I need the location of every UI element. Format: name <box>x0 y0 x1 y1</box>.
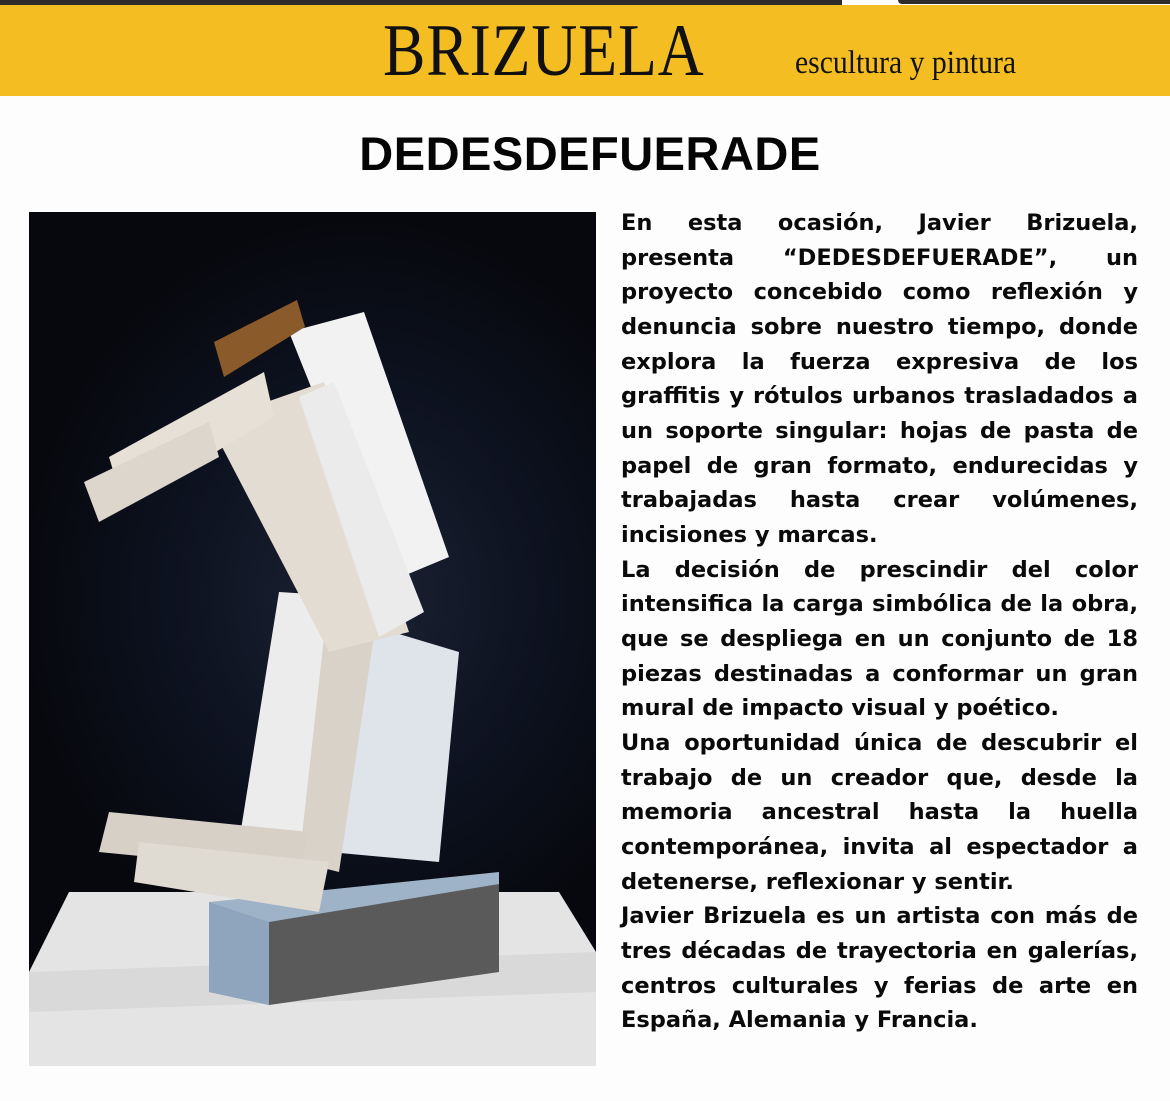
brand-logo-text: BRIZUELA <box>383 10 705 92</box>
sculpture-illustration <box>29 212 596 1066</box>
paragraph-intro: En esta ocasión, Javier Brizuela, presenta “DEDESDEFUERADE”, un proyecto concebido como reflexión y denuncia sobre nuestro tiempo, donde explora la fuerza expresiva de los graffitis y rótulos urbanos trasladados a un soporte singular: hojas de pasta de papel de gran formato, endurecidas y trabajadas hasta crear volúmenes, incisiones y marcas. <box>621 210 1138 549</box>
exhibition-description <box>621 206 1138 1038</box>
paragraph-opportunity: Una oportunidad única de descubrir el trabajo de un creador que, desde la memoria ancestral hasta la huella contemporánea, invita al espectador a detenerse, reflexionar y sentir. <box>621 730 1138 895</box>
top-edge-strip-right <box>898 0 1170 4</box>
paragraph-color: La decisión de prescindir del color intensifica la carga simbólica de la obra, que se despliega en un conjunto de 18 piezas destinadas a conformar un gran mural de impacto visual y poético. <box>621 556 1138 722</box>
paragraph-artist-bio: Javier Brizuela es un artista con más de tres décadas de trayectoria en galerías, centros culturales y ferias de arte en España, Alemania y Francia. <box>621 903 1138 1034</box>
exhibition-title: DEDESDEFUERADE <box>359 127 821 180</box>
sculpture-photo <box>29 212 596 1066</box>
brand-tagline: escultura y pintura <box>795 45 1017 81</box>
header-banner <box>0 5 1170 96</box>
